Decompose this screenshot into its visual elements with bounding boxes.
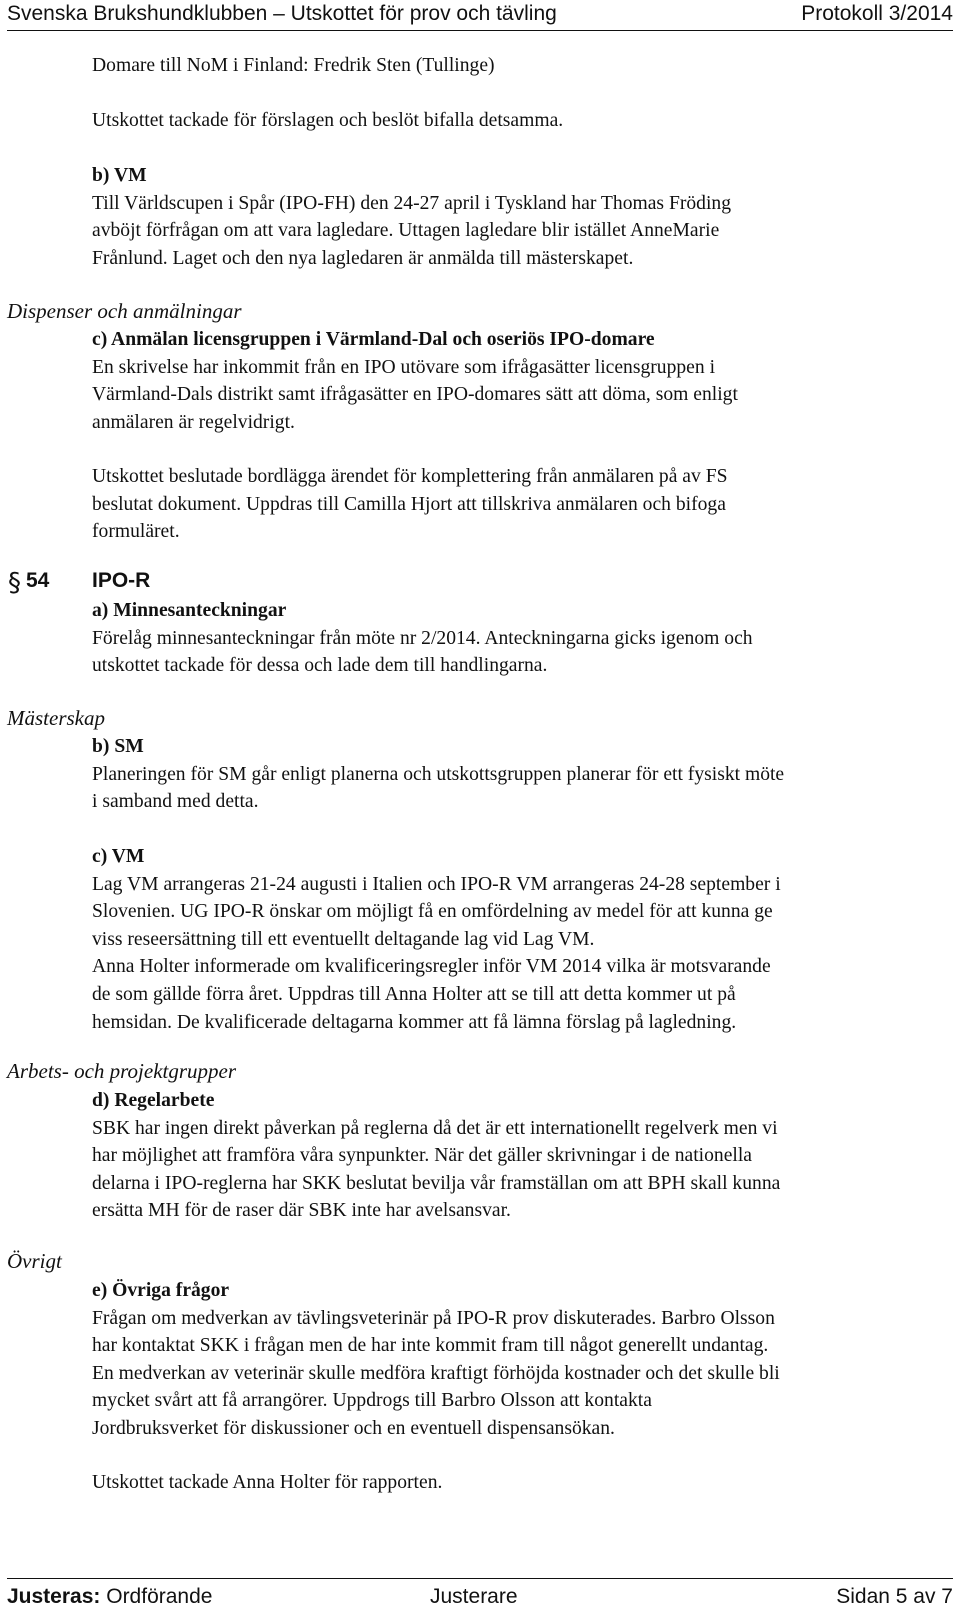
paragraph-line: i samband med detta. [92,791,259,813]
ovriga-closing [92,1469,937,1497]
paragraph-line: Frågan om medverkan av tävlingsveterinär på IPO-R prov diskuterades. Barbro Olsson [92,1307,775,1329]
margin-heading-dispenser: Dispenser och anmälningar [7,299,242,323]
paragraph-line: beslutat dokument. Uppdras till Camilla Hjort att tillskriva anmälaren och bifoga [92,493,726,515]
paragraph-line: hemsidan. De kvalificerade deltagarna kommer att få lämna förslag på lagledning. [92,1011,737,1033]
paragraph-line: delarna i IPO-reglerna har SKK beslutat bevilja vår framställan om att BPH skall kunna [92,1172,781,1194]
vm-c-block [92,843,937,1036]
vm-b-block [92,162,937,272]
regelarbete-block [92,1087,937,1225]
page-header [7,2,953,31]
page-footer [7,1578,953,1609]
section-number: 54 [26,569,50,592]
paragraph-line: Domare till NoM i Finland: Fredrik Sten (Tullinge) [92,55,495,76]
paragraph-line: Värmland-Dals distrikt samt ifrågasätter en IPO-domares sätt att döma, som enligt [92,384,738,406]
paragraph-line: har kontaktat SKK i frågan men de har inte kommit fram till något generellt undantag. [92,1335,769,1357]
paragraph-line: Jordbruksverket för diskussioner och en eventuell dispensansökan. [92,1417,615,1439]
footer-justeras [7,1585,212,1609]
paragraph-line: avböjt förfrågan om att vara lagledare. Uttagen lagledare blir istället AnneMarie [92,220,720,242]
paragraph-line: anmälaren är regelvidrigt. [92,411,295,433]
margin-heading-arbets: Arbets- och projektgrupper [7,1059,237,1083]
header-organization: Svenska Brukshundklubben – Utskottet för prov och tävling [7,2,557,25]
paragraph-line: mycket svårt att få arrangörer. Uppdrogs till Barbro Olsson att kontakta [92,1390,652,1412]
paragraph-line: Frånlund. Laget och den nya lagledaren är anmälda till mästerskapet. [92,247,634,269]
margin-heading-masterskap: Mästerskap [7,706,105,730]
paragraph-line: En medverkan av veterinär skulle medföra kraftigt förhöjda kostnader och det skulle bli [92,1362,780,1384]
paragraph-line: de som gällde förra året. Uppdras till Anna Holter att se till att detta kommer ut på [92,983,736,1005]
subheading: e) Övriga frågor [92,1280,230,1301]
sm-block [92,733,937,816]
paragraph-line: Utskottet beslutade bordlägga ärendet för komplettering från anmälaren på av FS [92,466,728,487]
footer-justerare: Justerare [430,1585,518,1608]
intro-block-2 [92,107,937,135]
dispenser-block [92,326,937,436]
subheading: b) VM [92,165,147,186]
paragraph-line: Slovenien. UG IPO-R önskar om möjligt få en omfördelning av medel för att kunna ge [92,901,773,923]
section-symbol: § [8,568,21,598]
paragraph-line: En skrivelse har inkommit från en IPO utövare som ifrågasätter licensgruppen i [92,356,716,378]
paragraph-line: Förelåg minnesanteckningar från möte nr 2/2014. Anteckningarna gicks igenom och [92,627,753,649]
footer-page-number: Sidan 5 av 7 [836,1585,953,1608]
section-title: IPO-R [92,569,151,592]
header-protocol: Protokoll 3/2014 [801,2,953,25]
paragraph-line: Utskottet tackade för förslagen och beslöt bifalla detsamma. [92,110,564,131]
minnes-block [92,597,937,680]
intro-block [92,52,937,80]
paragraph-line: ersätta MH för de raser där SBK inte har avelsansvar. [92,1200,511,1222]
footer-justeras-label: Justeras: [7,1585,101,1608]
ovriga-block [92,1277,937,1443]
subheading: a) Minnesanteckningar [92,600,287,621]
paragraph-line: Anna Holter informerade om kvalificeringsregler inför VM 2014 vilka är motsvarande [92,956,771,978]
paragraph-line: Planeringen för SM går enligt planerna och utskottsgruppen planerar för ett fysiskt möte [92,763,785,785]
margin-heading-ovrigt: Övrigt [7,1249,62,1273]
subheading: c) Anmälan licensgruppen i Värmland-Dal och oseriös IPO-domare [92,329,655,350]
paragraph-line: viss reseersättning till ett eventuellt deltagande lag vid Lag VM. [92,928,595,950]
subheading: c) VM [92,846,145,867]
paragraph-line: Utskottet tackade Anna Holter för rapporten. [92,1472,443,1493]
footer-justeras-role: Ordförande [106,1585,213,1608]
paragraph-line: SBK har ingen direkt påverkan på reglerna då det är ett internationellt regelverk men vi [92,1117,778,1139]
paragraph-line: Lag VM arrangeras 21-24 augusti i Italien och IPO-R VM arrangeras 24-28 september i [92,873,781,895]
subheading: d) Regelarbete [92,1090,215,1111]
paragraph-line: har möjlighet att framföra våra synpunkter. När det gäller skrivningar i de nationella [92,1145,752,1167]
paragraph-line: Till Världscupen i Spår (IPO-FH) den 24-27 april i Tyskland har Thomas Fröding [92,192,732,214]
paragraph-line: formuläret. [92,521,180,543]
dispenser-decision [92,463,937,546]
paragraph-line: utskottet tackade för dessa och lade dem till handlingarna. [92,655,548,677]
subheading: b) SM [92,736,144,757]
